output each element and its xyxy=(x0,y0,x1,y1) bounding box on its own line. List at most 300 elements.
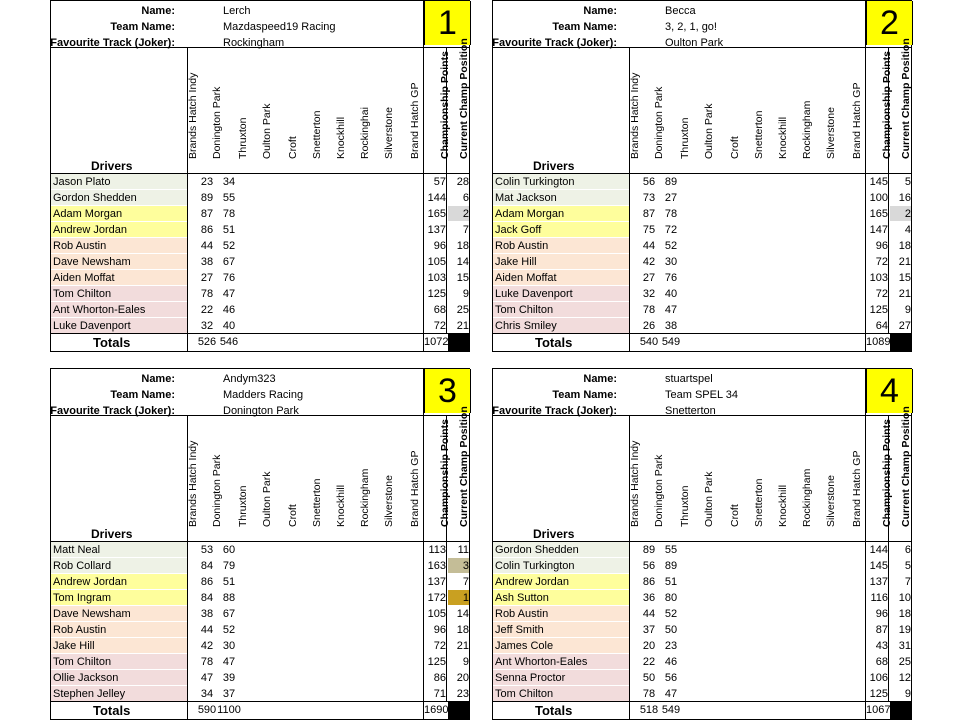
donington-park-score: 37 xyxy=(222,688,236,700)
column-header-label: Brands Hatch Indy xyxy=(187,72,199,159)
championship-points: 86 xyxy=(433,672,446,684)
driver-row xyxy=(51,654,469,670)
donington-park-score: 67 xyxy=(222,608,236,620)
column-header-label: Knockhill xyxy=(777,116,789,159)
champ-position: 18 xyxy=(898,608,911,620)
column-header-label: Donington Park xyxy=(653,86,665,159)
brands-hatch-indy-total: 590 xyxy=(197,704,217,716)
team-name-label: Team Name: xyxy=(552,21,617,33)
champ-position: 12 xyxy=(898,672,911,684)
brands-hatch-indy-total: 518 xyxy=(639,704,659,716)
brands-hatch-indy-score: 53 xyxy=(200,544,214,556)
championship-points: 96 xyxy=(433,624,446,636)
driver-name: Rob Austin xyxy=(493,606,629,621)
driver-row xyxy=(51,574,469,590)
driver-name: Rob Collard xyxy=(51,558,187,573)
column-header xyxy=(651,49,667,171)
column-header xyxy=(799,49,815,171)
driver-row xyxy=(51,190,469,206)
column-header xyxy=(437,49,453,171)
column-header xyxy=(849,49,865,171)
column-header-label: Snetterton xyxy=(753,110,765,159)
column-header-label: Championship Points xyxy=(881,419,893,527)
championship-points: 172 xyxy=(427,592,446,604)
champ-position: 18 xyxy=(898,240,911,252)
champ-position: 1 xyxy=(448,590,469,605)
champ-position: 5 xyxy=(904,560,911,572)
championship-points: 68 xyxy=(875,656,888,668)
column-header-label: Knockhill xyxy=(335,116,347,159)
column-header-label: Championship Points xyxy=(439,51,451,159)
favourite-track-label: Favourite Track (Joker): xyxy=(492,405,617,417)
drivers-heading: Drivers xyxy=(533,159,575,173)
owner-name-value: Lerch xyxy=(223,5,251,17)
driver-row xyxy=(51,638,469,654)
donington-park-score: 23 xyxy=(664,640,678,652)
column-header xyxy=(437,417,453,539)
column-header xyxy=(456,406,472,539)
team-name-row xyxy=(51,19,423,35)
column-header xyxy=(357,417,373,539)
column-header-label: Knockhill xyxy=(777,484,789,527)
champ-position: 23 xyxy=(456,688,469,700)
brands-hatch-indy-score: 73 xyxy=(642,192,656,204)
favourite-track-value: Snetterton xyxy=(665,405,716,417)
championship-points-total: 1067 xyxy=(866,704,891,716)
donington-park-score: 67 xyxy=(222,256,236,268)
champ-position: 21 xyxy=(898,288,911,300)
champ-position: 28 xyxy=(456,176,469,188)
championship-points: 137 xyxy=(427,224,446,236)
champ-position: 10 xyxy=(898,592,911,604)
donington-park-total: 549 xyxy=(661,336,681,348)
column-header-label: Croft xyxy=(729,136,741,159)
column-header-label: Championship Points xyxy=(439,419,451,527)
donington-park-score: 34 xyxy=(222,176,236,188)
championship-points: 106 xyxy=(869,672,888,684)
donington-park-score: 76 xyxy=(664,272,678,284)
totals-row xyxy=(51,702,469,719)
driver-row xyxy=(493,638,911,654)
favourite-track-value: Donington Park xyxy=(223,405,299,417)
champ-position: 5 xyxy=(904,176,911,188)
driver-name: Adam Morgan xyxy=(51,206,187,221)
column-header xyxy=(898,38,914,171)
driver-row xyxy=(493,318,911,334)
donington-park-score: 76 xyxy=(222,272,236,284)
championship-points: 147 xyxy=(869,224,888,236)
column-header-label: Silverstone xyxy=(383,107,395,159)
championship-points: 144 xyxy=(869,544,888,556)
driver-row xyxy=(51,558,469,574)
owner-name-row xyxy=(51,371,423,387)
team-number-badge: 3 xyxy=(424,369,471,413)
driver-row xyxy=(51,206,469,222)
owner-name-value: Andym323 xyxy=(223,373,276,385)
column-header xyxy=(751,417,767,539)
column-header-label: Knockhill xyxy=(335,484,347,527)
championship-points: 165 xyxy=(427,208,446,220)
donington-park-score: 46 xyxy=(664,656,678,668)
champ-position: 21 xyxy=(456,640,469,652)
donington-park-score: 50 xyxy=(664,624,678,636)
column-header-label: Current Champ Position xyxy=(458,38,470,159)
column-header xyxy=(235,417,251,539)
owner-name-label: Name: xyxy=(141,373,175,385)
donington-park-score: 51 xyxy=(222,576,236,588)
totals-label: Totals xyxy=(535,335,573,350)
column-header xyxy=(823,417,839,539)
position-total-blank xyxy=(448,333,470,352)
brands-hatch-indy-score: 23 xyxy=(200,176,214,188)
driver-row xyxy=(51,606,469,622)
donington-park-score: 52 xyxy=(664,608,678,620)
driver-name: Colin Turkington xyxy=(493,174,629,189)
driver-name: Jake Hill xyxy=(51,638,187,653)
team-panel xyxy=(492,0,912,352)
team-name-row xyxy=(51,387,423,403)
column-header-label: Current Champ Position xyxy=(900,406,912,527)
driver-name: Matt Neal xyxy=(51,542,187,557)
column-header xyxy=(185,49,201,171)
champ-position: 9 xyxy=(462,288,469,300)
brands-hatch-indy-score: 86 xyxy=(642,576,656,588)
brands-hatch-indy-score: 87 xyxy=(200,208,214,220)
driver-row xyxy=(51,270,469,286)
team-name-row xyxy=(493,19,865,35)
championship-points: 145 xyxy=(869,560,888,572)
brands-hatch-indy-score: 78 xyxy=(200,288,214,300)
donington-park-score: 60 xyxy=(222,544,236,556)
column-header xyxy=(259,417,275,539)
column-header-label: Brand Hatch GP xyxy=(409,82,421,159)
driver-row xyxy=(493,270,911,286)
team-name-value: Team SPEL 34 xyxy=(665,389,738,401)
brands-hatch-indy-score: 56 xyxy=(642,560,656,572)
brands-hatch-indy-score: 84 xyxy=(200,560,214,572)
team-name-label: Team Name: xyxy=(110,389,175,401)
champ-position: 9 xyxy=(462,656,469,668)
driver-name: Tom Chilton xyxy=(51,654,187,669)
driver-row xyxy=(493,670,911,686)
driver-name: Gordon Shedden xyxy=(51,190,187,205)
column-header-label: Snetterton xyxy=(311,478,323,527)
owner-name-label: Name: xyxy=(141,5,175,17)
championship-points-total: 1089 xyxy=(866,336,891,348)
donington-park-total: 1100 xyxy=(217,704,241,716)
brands-hatch-indy-score: 42 xyxy=(200,640,214,652)
champ-position: 7 xyxy=(462,576,469,588)
column-header xyxy=(823,49,839,171)
brands-hatch-indy-score: 36 xyxy=(642,592,656,604)
driver-row xyxy=(493,286,911,302)
champ-position: 2 xyxy=(448,206,469,221)
driver-name: James Cole xyxy=(493,638,629,653)
championship-points: 72 xyxy=(875,256,888,268)
championship-points-total: 1690 xyxy=(424,704,449,716)
totals-label: Totals xyxy=(93,335,131,350)
owner-name-label: Name: xyxy=(583,5,617,17)
champ-position: 20 xyxy=(456,672,469,684)
championship-points: 105 xyxy=(427,256,446,268)
header-divider xyxy=(51,415,469,416)
brands-hatch-indy-score: 78 xyxy=(642,304,656,316)
team-number-badge: 2 xyxy=(866,1,913,45)
champ-position: 27 xyxy=(898,320,911,332)
position-total-blank xyxy=(890,701,912,720)
drivers-heading: Drivers xyxy=(91,159,133,173)
championship-points: 103 xyxy=(427,272,446,284)
column-header xyxy=(879,49,895,171)
driver-name: Jake Hill xyxy=(493,254,629,269)
championship-points: 163 xyxy=(427,560,446,572)
champ-position: 9 xyxy=(904,688,911,700)
brands-hatch-indy-score: 38 xyxy=(200,608,214,620)
favourite-track-label: Favourite Track (Joker): xyxy=(50,37,175,49)
donington-park-score: 52 xyxy=(664,240,678,252)
driver-name: Chris Smiley xyxy=(493,318,629,333)
champ-position: 3 xyxy=(448,558,469,573)
column-header-label: Donington Park xyxy=(211,454,223,527)
driver-row xyxy=(51,222,469,238)
driver-row xyxy=(493,590,911,606)
donington-park-score: 89 xyxy=(664,560,678,572)
brands-hatch-indy-score: 86 xyxy=(200,576,214,588)
brands-hatch-indy-score: 78 xyxy=(200,656,214,668)
column-header-label: Oulton Park xyxy=(703,103,715,159)
driver-row xyxy=(493,302,911,318)
championship-points-total: 1072 xyxy=(424,336,449,348)
column-header-label: Rockingham xyxy=(801,100,813,159)
championship-points: 125 xyxy=(869,304,888,316)
owner-name-row xyxy=(493,371,865,387)
donington-park-score: 51 xyxy=(664,576,678,588)
column-header-label: Silverstone xyxy=(825,475,837,527)
championship-points: 72 xyxy=(433,320,446,332)
brands-hatch-indy-score: 42 xyxy=(642,256,656,268)
column-header-label: Rockingham xyxy=(801,468,813,527)
team-name-value: Madders Racing xyxy=(223,389,304,401)
brands-hatch-indy-score: 56 xyxy=(642,176,656,188)
donington-park-score: 78 xyxy=(664,208,678,220)
donington-park-score: 79 xyxy=(222,560,236,572)
driver-row xyxy=(493,574,911,590)
donington-park-score: 47 xyxy=(664,304,678,316)
driver-name: Mat Jackson xyxy=(493,190,629,205)
position-total-blank xyxy=(448,701,470,720)
position-total-blank xyxy=(890,333,912,352)
driver-row xyxy=(493,606,911,622)
driver-name: Andrew Jordan xyxy=(493,574,629,589)
column-header-label: Snetterton xyxy=(311,110,323,159)
column-header xyxy=(209,49,225,171)
donington-park-score: 51 xyxy=(222,224,236,236)
driver-row xyxy=(493,622,911,638)
championship-points: 116 xyxy=(870,592,888,604)
brands-hatch-indy-total: 540 xyxy=(639,336,659,348)
brands-hatch-indy-score: 34 xyxy=(200,688,214,700)
driver-row xyxy=(51,238,469,254)
totals-label: Totals xyxy=(535,703,573,718)
column-header-label: Croft xyxy=(287,136,299,159)
donington-park-score: 55 xyxy=(222,192,236,204)
column-header xyxy=(849,417,865,539)
donington-park-score: 47 xyxy=(222,288,236,300)
column-header-label: Current Champ Position xyxy=(458,406,470,527)
team-panel xyxy=(492,368,912,720)
driver-row xyxy=(493,190,911,206)
champ-position: 15 xyxy=(898,272,911,284)
brands-hatch-indy-score: 38 xyxy=(200,256,214,268)
donington-park-score: 47 xyxy=(222,656,236,668)
column-header-label: Brand Hatch GP xyxy=(409,450,421,527)
champ-position: 4 xyxy=(904,224,911,236)
championship-points: 64 xyxy=(875,320,888,332)
championship-points: 72 xyxy=(875,288,888,300)
champ-position: 21 xyxy=(898,256,911,268)
totals-label: Totals xyxy=(93,703,131,718)
driver-row xyxy=(493,558,911,574)
championship-points: 144 xyxy=(427,192,446,204)
driver-name: Dave Newsham xyxy=(51,606,187,621)
column-header xyxy=(333,417,349,539)
column-header xyxy=(333,49,349,171)
champ-position: 19 xyxy=(898,624,911,636)
column-header xyxy=(701,49,717,171)
column-header xyxy=(799,417,815,539)
donington-park-score: 40 xyxy=(222,320,236,332)
column-header xyxy=(407,49,423,171)
driver-name: Ant Whorton-Eales xyxy=(51,302,187,317)
column-header xyxy=(727,417,743,539)
championship-points: 103 xyxy=(869,272,888,284)
column-header xyxy=(727,49,743,171)
championship-points: 137 xyxy=(427,576,446,588)
driver-name: Jack Goff xyxy=(493,222,629,237)
driver-name: Senna Proctor xyxy=(493,670,629,685)
column-header-label: Silverstone xyxy=(825,107,837,159)
column-header xyxy=(259,49,275,171)
column-header-label: Snetterton xyxy=(753,478,765,527)
drivers-heading: Drivers xyxy=(91,527,133,541)
team-number-badge: 4 xyxy=(866,369,913,413)
brands-hatch-indy-score: 50 xyxy=(642,672,656,684)
column-header-label: Rockingham xyxy=(359,468,371,527)
favourite-track-label: Favourite Track (Joker): xyxy=(50,405,175,417)
championship-points: 165 xyxy=(869,208,888,220)
favourite-track-label: Favourite Track (Joker): xyxy=(492,37,617,49)
team-name-row xyxy=(493,387,865,403)
brands-hatch-indy-score: 20 xyxy=(642,640,656,652)
championship-points: 71 xyxy=(433,688,446,700)
column-header xyxy=(775,49,791,171)
driver-row xyxy=(493,654,911,670)
team-name-label: Team Name: xyxy=(110,21,175,33)
team-name-value: Mazdaspeed19 Racing xyxy=(223,21,336,33)
column-header-label: Brand Hatch GP xyxy=(851,82,863,159)
driver-row xyxy=(51,174,469,190)
championship-points: 125 xyxy=(427,288,446,300)
championship-points: 43 xyxy=(875,640,888,652)
column-header xyxy=(185,417,201,539)
brands-hatch-indy-score: 44 xyxy=(200,624,214,636)
column-header-label: Brand Hatch GP xyxy=(851,450,863,527)
column-header-label: Croft xyxy=(729,504,741,527)
brands-hatch-indy-score: 44 xyxy=(642,240,656,252)
driver-row xyxy=(51,302,469,318)
owner-name-value: stuartspel xyxy=(665,373,713,385)
driver-row xyxy=(493,238,911,254)
driver-row xyxy=(51,670,469,686)
column-header xyxy=(627,417,643,539)
column-header-label: Oulton Park xyxy=(703,471,715,527)
championship-points: 137 xyxy=(869,576,888,588)
column-header xyxy=(285,417,301,539)
champ-position: 7 xyxy=(904,576,911,588)
driver-name: Rob Austin xyxy=(51,622,187,637)
driver-name: Aiden Moffat xyxy=(493,270,629,285)
donington-park-score: 56 xyxy=(664,672,678,684)
driver-name: Adam Morgan xyxy=(493,206,629,221)
donington-park-score: 40 xyxy=(664,288,678,300)
donington-park-total: 549 xyxy=(661,704,681,716)
driver-name: Tom Chilton xyxy=(493,302,629,317)
column-header xyxy=(677,417,693,539)
championship-points: 105 xyxy=(427,608,446,620)
driver-row xyxy=(51,622,469,638)
champ-position: 14 xyxy=(456,608,469,620)
header-divider xyxy=(493,47,911,48)
driver-name: Tom Chilton xyxy=(51,286,187,301)
driver-row xyxy=(493,222,911,238)
owner-name-row xyxy=(493,3,865,19)
brands-hatch-indy-score: 84 xyxy=(200,592,214,604)
champ-position: 9 xyxy=(904,304,911,316)
brands-hatch-indy-score: 47 xyxy=(200,672,214,684)
brands-hatch-indy-score: 44 xyxy=(200,240,214,252)
driver-name: Tom Chilton xyxy=(493,686,629,701)
owner-name-row xyxy=(51,3,423,19)
column-header-label: Silverstone xyxy=(383,475,395,527)
column-header xyxy=(381,49,397,171)
column-header-label: Brands Hatch Indy xyxy=(629,72,641,159)
totals-row xyxy=(493,334,911,351)
column-header xyxy=(357,49,373,171)
driver-name: Ant Whorton-Eales xyxy=(493,654,629,669)
owner-name-label: Name: xyxy=(583,373,617,385)
driver-row xyxy=(51,542,469,558)
column-header-label: Thruxton xyxy=(237,117,249,159)
champ-position: 15 xyxy=(456,272,469,284)
championship-points: 72 xyxy=(433,640,446,652)
driver-row xyxy=(51,286,469,302)
brands-hatch-indy-score: 32 xyxy=(200,320,214,332)
driver-name: Ash Sutton xyxy=(493,590,629,605)
champ-position: 14 xyxy=(456,256,469,268)
column-header xyxy=(407,417,423,539)
driver-name: Aiden Moffat xyxy=(51,270,187,285)
driver-name: Luke Davenport xyxy=(493,286,629,301)
brands-hatch-indy-score: 87 xyxy=(642,208,656,220)
donington-park-score: 30 xyxy=(222,640,236,652)
driver-row xyxy=(493,254,911,270)
header-divider xyxy=(493,415,911,416)
column-header-label: Thruxton xyxy=(679,485,691,527)
driver-name: Stephen Jelley xyxy=(51,686,187,701)
driver-name: Jeff Smith xyxy=(493,622,629,637)
column-header-label: Croft xyxy=(287,504,299,527)
column-header-label: Brands Hatch Indy xyxy=(187,440,199,527)
